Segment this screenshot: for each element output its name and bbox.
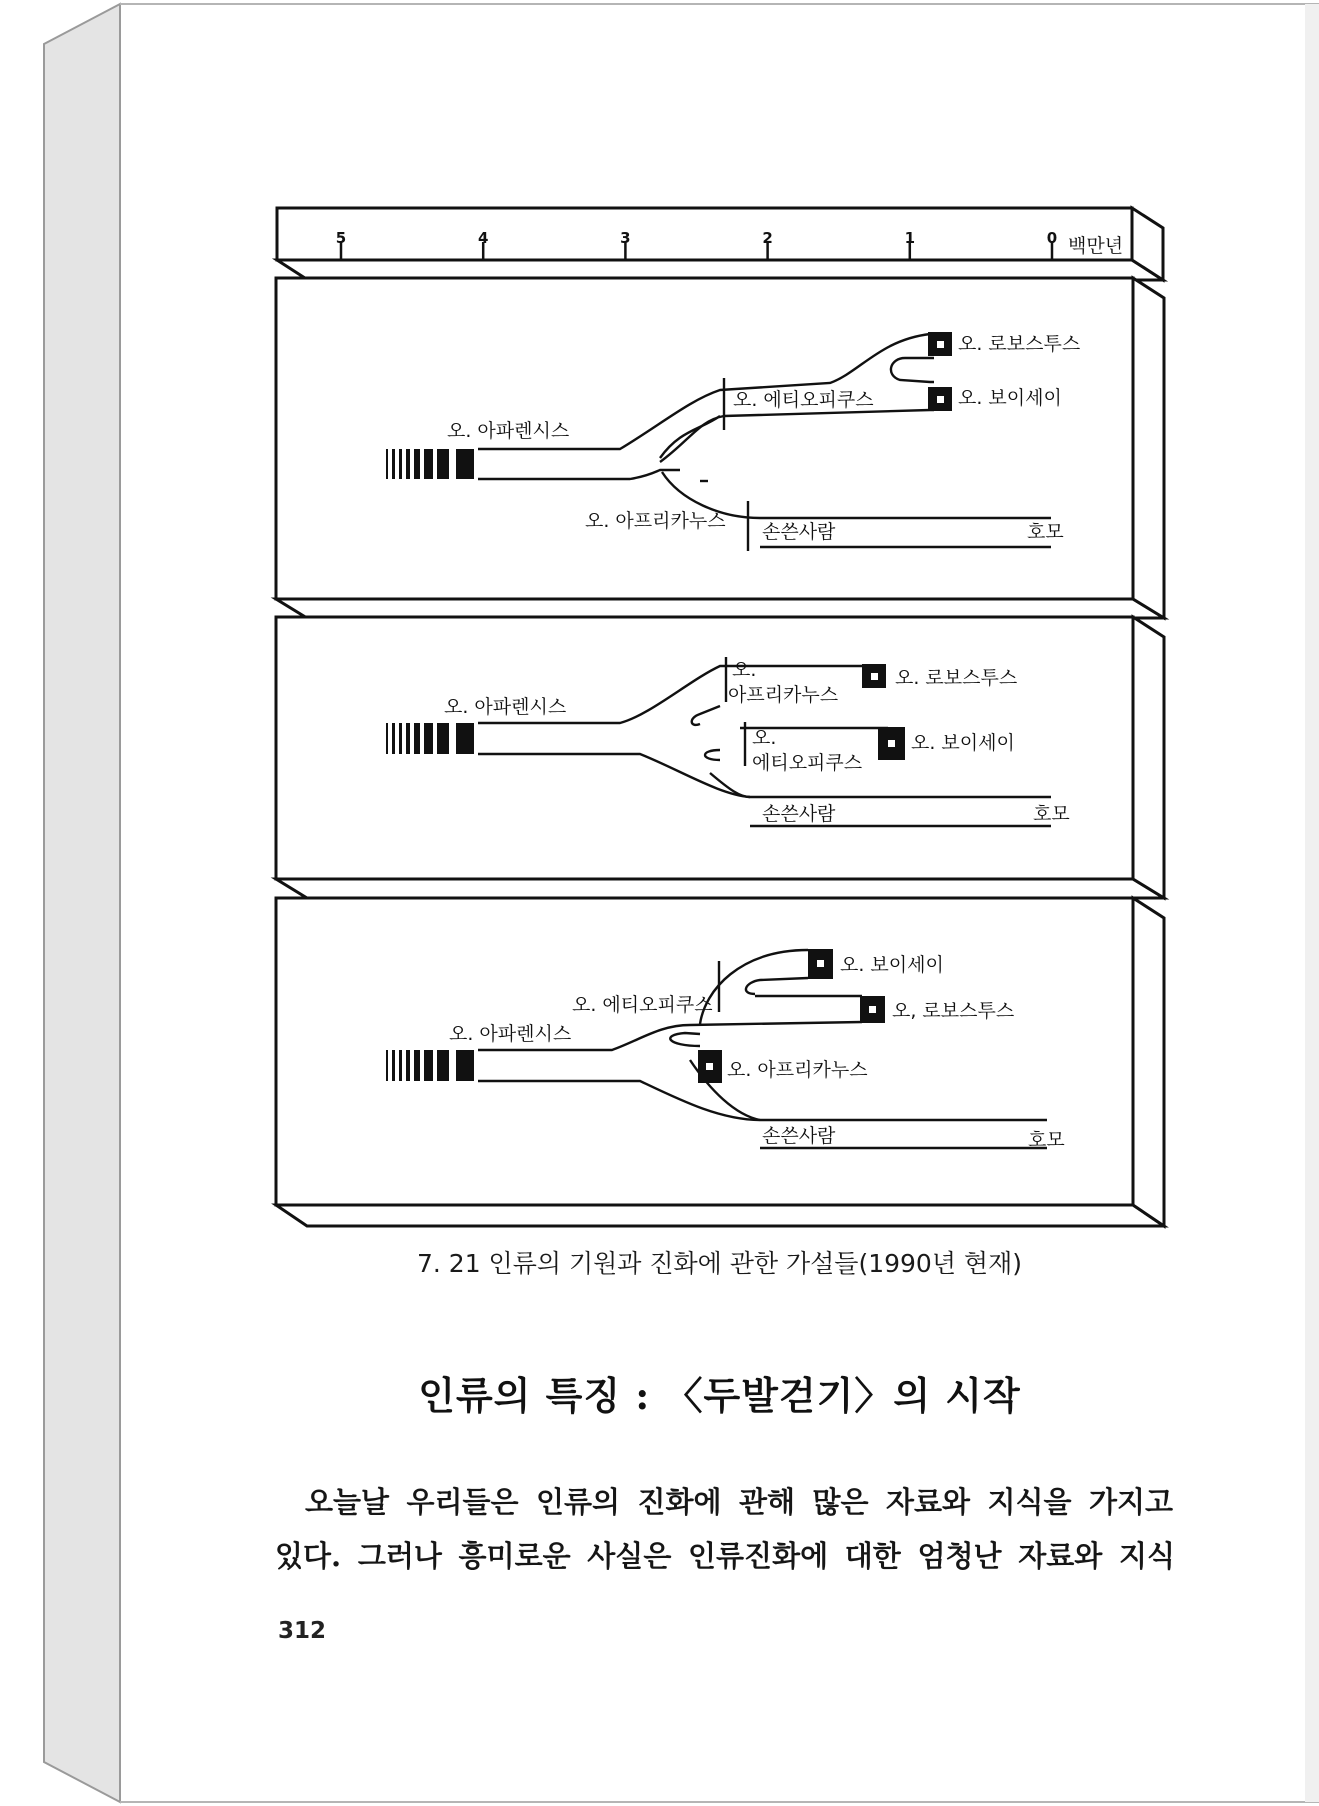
panel1-habilis-label: 손쓴사람	[762, 521, 836, 543]
body-text-line: 있다. 그러나 흥미로운 사실은 인류진화에 대한 엄청난 자료와 지식	[275, 1539, 1175, 1573]
fading-lineage-marks	[386, 1050, 474, 1081]
panel1-afarensis-label: 오. 아파렌시스	[447, 420, 570, 442]
panel3-robustus-label: 오, 로보스투스	[892, 1000, 1015, 1022]
panel-3	[276, 898, 1164, 1226]
timeline-tick-label: 1	[904, 229, 916, 247]
panel-2	[276, 617, 1164, 898]
panel3-habilis-label: 손쓴사람	[762, 1125, 836, 1147]
panel2-boisei-label: 오. 보이세이	[911, 732, 1015, 754]
section-title: 인류의 특징 : 〈두발걷기〉의 시작	[418, 1373, 1021, 1418]
timeline-bar	[277, 208, 1163, 280]
panel2-aethiopicus-prefix: 오.	[752, 727, 777, 749]
panel2-aethiopicus-label: 에티오피쿠스	[752, 752, 863, 774]
panel2-africanus-label: 아프리카누스	[728, 684, 839, 706]
fading-lineage-marks	[386, 723, 474, 754]
panel3-afarensis-label: 오. 아파렌시스	[449, 1023, 572, 1045]
panel3-homo-label: 호모	[1028, 1129, 1065, 1151]
panel2-habilis-label: 손쓴사람	[762, 803, 836, 825]
panel1-aethiopicus-label: 오. 에티오피쿠스	[733, 389, 874, 411]
panel1-boisei-label: 오. 보이세이	[958, 387, 1062, 409]
panel2-homo-label: 호모	[1033, 803, 1070, 825]
panel1-africanus-label: 오. 아프리카누스	[585, 510, 726, 532]
timeline-tick-label: 2	[762, 229, 773, 247]
timeline-unit-label: 백만년	[1068, 235, 1124, 257]
panel-1	[276, 278, 1164, 618]
panel3-aethiopicus-label: 오. 에티오피쿠스	[572, 994, 713, 1016]
body-text-line: 오늘날 우리들은 인류의 진화에 관해 많은 자료와 지식을 가지고	[305, 1485, 1173, 1519]
timeline-tick-label: 3	[620, 229, 631, 247]
fading-lineage-marks	[386, 449, 474, 479]
timeline-tick-label: 4	[477, 229, 489, 247]
panel1-homo-label: 호모	[1027, 521, 1064, 543]
panel1-robustus-label: 오. 로보스투스	[958, 333, 1081, 355]
timeline-tick-label: 5	[335, 229, 347, 247]
panel2-afarensis-label: 오. 아파렌시스	[444, 696, 567, 718]
panel3-boisei-label: 오. 보이세이	[840, 954, 944, 976]
panel2-africanus-prefix: 오.	[732, 659, 757, 681]
book-spine	[44, 4, 120, 1802]
page-number: 312	[278, 1618, 327, 1644]
timeline-tick-label: 0	[1046, 229, 1058, 247]
panel3-africanus-label: 오. 아프리카누스	[727, 1059, 868, 1081]
panel2-robustus-label: 오. 로보스투스	[895, 667, 1018, 689]
figure-caption: 7. 21 인류의 기원과 진화에 관한 가설들(1990년 현재)	[417, 1249, 1022, 1278]
